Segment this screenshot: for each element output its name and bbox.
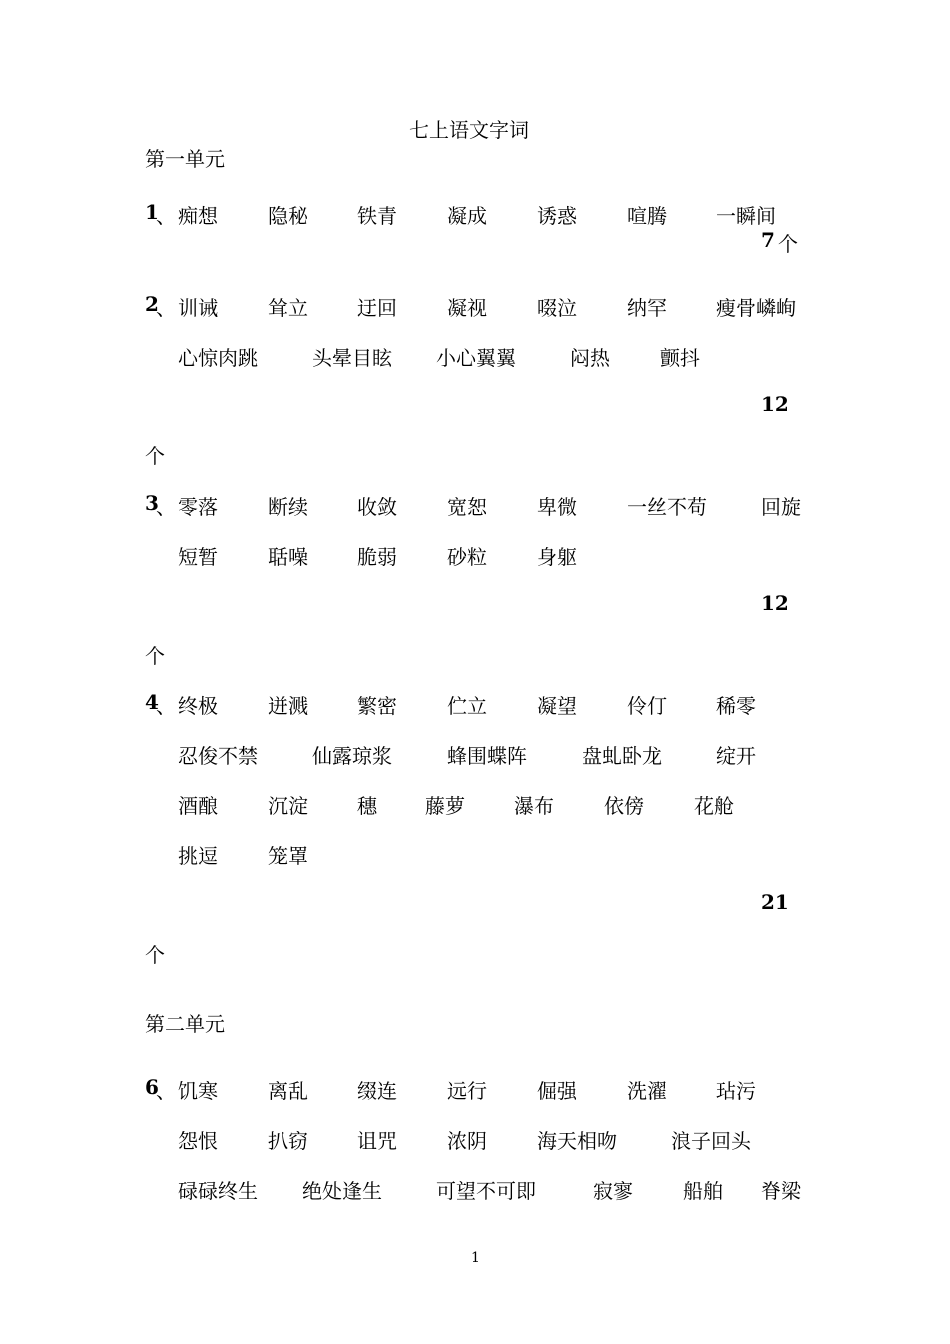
vocab-word: 盘虬卧龙	[582, 744, 662, 768]
vocab-word: 耸立	[268, 296, 308, 320]
vocab-word: 倔强	[537, 1079, 577, 1103]
vocab-word: 缀连	[357, 1079, 397, 1103]
vocab-word: 痴想	[178, 204, 218, 228]
vocab-word: 扒窃	[268, 1129, 308, 1153]
item-number: 3	[145, 491, 159, 515]
page-number: 1	[471, 1250, 480, 1266]
item-separator: 、	[156, 296, 176, 320]
vocab-word: 酒酿	[178, 794, 218, 818]
vocab-word: 短暂	[178, 545, 218, 569]
unit-heading-1: 第一单元	[145, 147, 225, 171]
vocab-word: 花舱	[694, 794, 734, 818]
vocab-word: 仙露琼浆	[312, 744, 392, 768]
item-number: 4	[145, 690, 159, 714]
vocab-word: 凝视	[447, 296, 487, 320]
vocab-word: 伶仃	[627, 694, 667, 718]
vocab-word: 笼罩	[268, 844, 308, 868]
vocab-word: 浪子回头	[671, 1129, 751, 1153]
vocab-word: 身躯	[537, 545, 577, 569]
vocab-word: 绝处逢生	[302, 1179, 382, 1203]
item-separator: 、	[156, 694, 176, 718]
word-count-unit: 个	[145, 444, 165, 468]
vocab-word: 纳罕	[627, 296, 667, 320]
vocab-word: 船舶	[683, 1179, 723, 1203]
vocab-word: 铁青	[357, 204, 397, 228]
vocab-word: 沉淀	[268, 794, 308, 818]
vocab-word: 诅咒	[357, 1129, 397, 1153]
vocab-word: 穗	[357, 794, 377, 818]
item-number: 6	[145, 1075, 159, 1099]
word-count-unit: 个	[145, 644, 165, 668]
vocab-word: 寂寥	[593, 1179, 633, 1203]
vocab-word: 聒噪	[268, 545, 308, 569]
item-separator: 、	[156, 204, 176, 228]
item-separator: 、	[156, 495, 176, 519]
vocab-word: 怨恨	[178, 1129, 218, 1153]
word-count-unit: 个	[778, 232, 798, 256]
vocab-word: 依傍	[604, 794, 644, 818]
vocab-word: 饥寒	[178, 1079, 218, 1103]
vocab-word: 绽开	[716, 744, 756, 768]
word-count-number: 12	[761, 591, 789, 615]
vocab-word: 玷污	[716, 1079, 756, 1103]
word-count-number: 21	[761, 890, 789, 914]
word-count-unit: 个	[145, 943, 165, 967]
vocab-word: 瀑布	[514, 794, 554, 818]
vocab-word: 闷热	[570, 346, 610, 370]
vocab-word: 远行	[447, 1079, 487, 1103]
vocab-word: 诱惑	[537, 204, 577, 228]
vocab-word: 凝望	[537, 694, 577, 718]
vocab-word: 可望不可即	[436, 1179, 536, 1203]
vocab-word: 浓阴	[447, 1129, 487, 1153]
vocab-word: 喧腾	[627, 204, 667, 228]
vocab-word: 蜂围蝶阵	[447, 744, 527, 768]
vocab-word: 迂回	[357, 296, 397, 320]
vocab-word: 凝成	[447, 204, 487, 228]
page-title: 七上语文字词	[409, 118, 529, 142]
vocab-word: 断续	[268, 495, 308, 519]
vocab-word: 头晕目眩	[312, 346, 392, 370]
vocab-word: 卑微	[537, 495, 577, 519]
vocab-word: 啜泣	[537, 296, 577, 320]
vocab-word: 小心翼翼	[436, 346, 516, 370]
vocab-word: 离乱	[268, 1079, 308, 1103]
item-separator: 、	[156, 1079, 176, 1103]
vocab-word: 颤抖	[660, 346, 700, 370]
vocab-word: 一瞬间	[716, 204, 776, 228]
vocab-word: 稀零	[716, 694, 756, 718]
vocab-word: 心惊肉跳	[178, 346, 258, 370]
vocab-word: 回旋	[761, 495, 801, 519]
word-count-number: 7	[761, 228, 775, 252]
vocab-word: 海天相吻	[537, 1129, 617, 1153]
vocab-word: 脆弱	[357, 545, 397, 569]
vocab-word: 忍俊不禁	[178, 744, 258, 768]
vocab-word: 瘦骨嶙峋	[716, 296, 796, 320]
vocab-word: 一丝不苟	[627, 495, 707, 519]
vocab-word: 洗濯	[627, 1079, 667, 1103]
vocab-word: 终极	[178, 694, 218, 718]
vocab-word: 砂粒	[447, 545, 487, 569]
vocab-word: 伫立	[447, 694, 487, 718]
vocab-word: 隐秘	[268, 204, 308, 228]
vocab-word: 藤萝	[425, 794, 465, 818]
vocab-word: 收敛	[357, 495, 397, 519]
vocab-word: 训诫	[178, 296, 218, 320]
vocab-word: 繁密	[357, 694, 397, 718]
vocab-word: 零落	[178, 495, 218, 519]
word-count-number: 12	[761, 392, 789, 416]
vocab-word: 挑逗	[178, 844, 218, 868]
vocab-word: 宽恕	[447, 495, 487, 519]
vocab-word: 迸溅	[268, 694, 308, 718]
item-number: 1	[145, 200, 159, 224]
unit-heading-2: 第二单元	[145, 1012, 225, 1036]
vocab-word: 脊梁	[761, 1179, 801, 1203]
vocab-word: 碌碌终生	[178, 1179, 258, 1203]
item-number: 2	[145, 292, 159, 316]
